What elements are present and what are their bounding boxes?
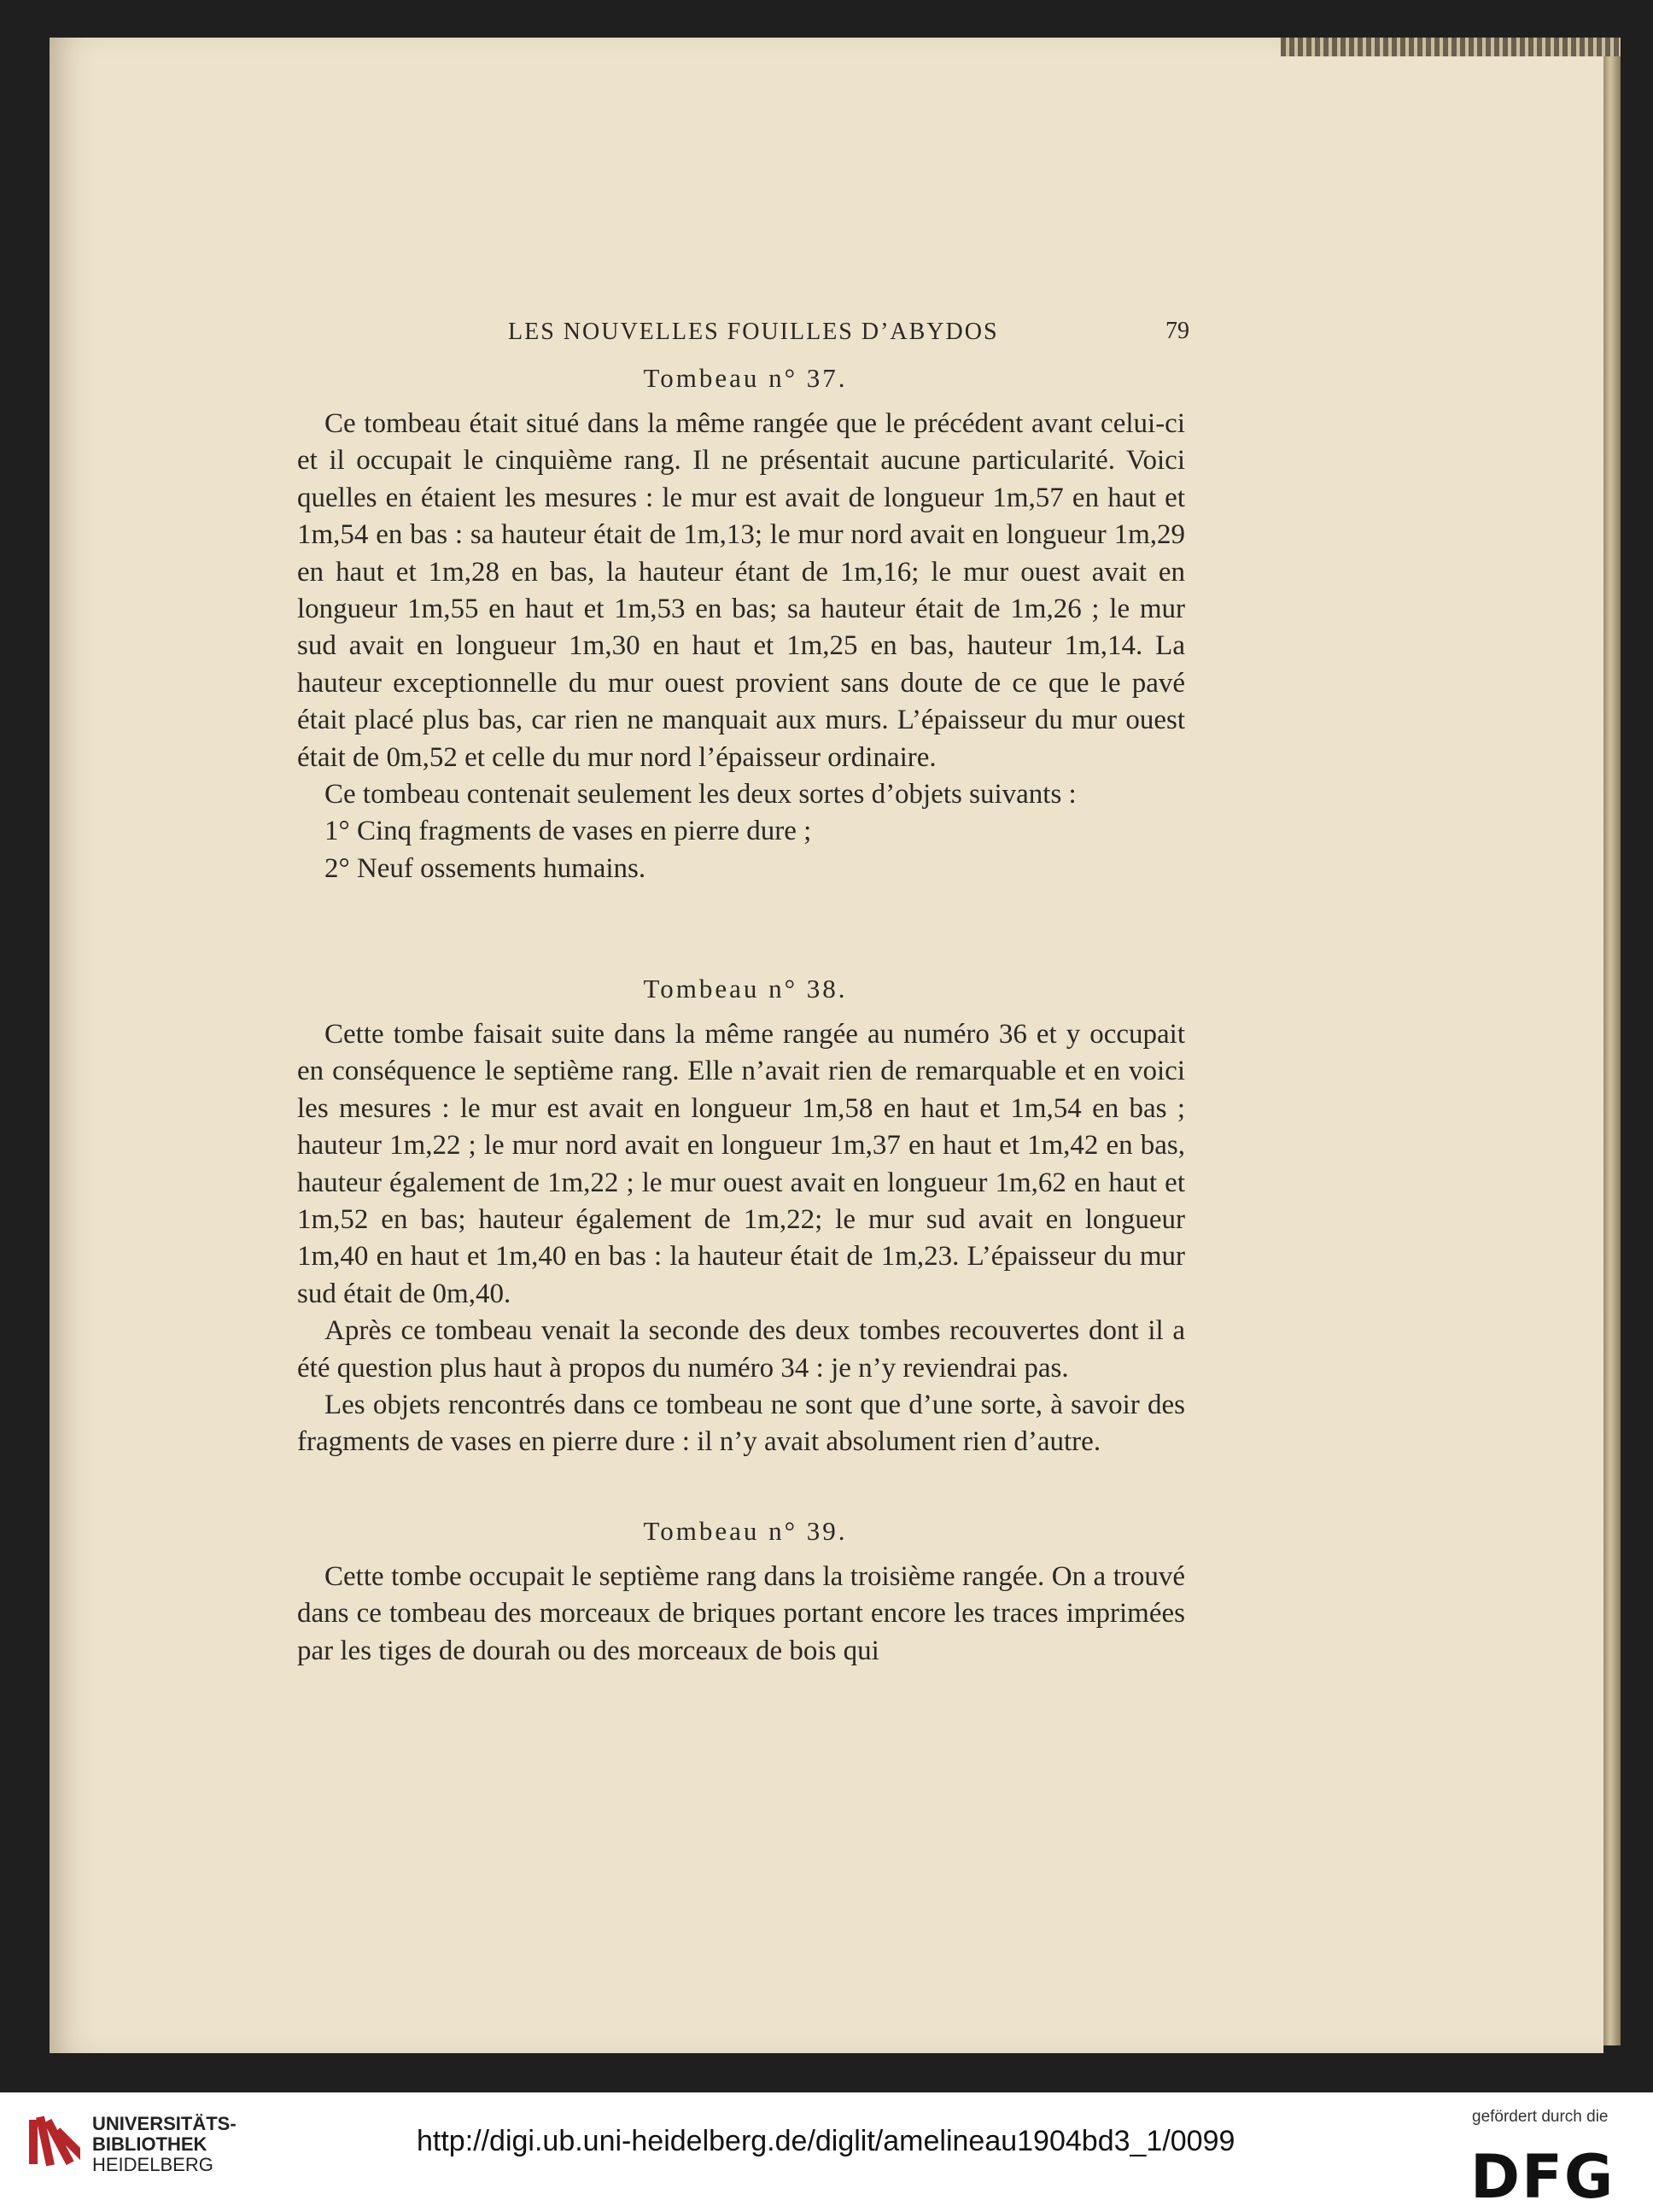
section-heading-37: Tombeau n° 37. [643, 363, 848, 393]
paragraph: Les objets rencontrés dans ce tombeau ne sont que d’une sorte, à savoir des fragments de vases en pierre dure : il n’y avait absolument rien d’autre. [297, 1390, 1185, 1458]
paragraph: Cette tombe faisait suite dans la même rangée au numéro 36 et y occupait en conséquence le septième rang. Elle n’avait rien de remarquable et en voici les mesures : le mur est avait en longueur 1m,58 en haut et 1m,54 en bas ; hauteur 1m,22 ; le mur nord avait en longueur 1m,37 en haut et 1m,42 en bas, hauteur également de 1m,22 ; le mur ouest avait en longueur 1m,62 en haut et 1m,52 en bas; hauteur également de 1m,22; le mur sud avait en longueur 1m,40 en haut et 1m,40 en bas : la hauteur était de 1m,23. L’épaisseur du mur sud était de 0m,40. [297, 1019, 1185, 1309]
library-name [92, 2114, 237, 2175]
running-head: LES NOUVELLES FOUILLES D’ABYDOS [508, 319, 999, 345]
page-edge-top [1281, 38, 1621, 56]
section-heading-38: Tombeau n° 38. [643, 974, 848, 1004]
page-number: 79 [1165, 318, 1189, 344]
paragraph: Cette tombe occupait le septième rang dans la troisième rangée. On a trouvé dans ce tombeau des morceaux de briques portant encore les traces imprimées par les tiges de dourah ou des morceaux de bois qui [297, 1561, 1185, 1666]
list-item: 2° Neuf ossements humains. [324, 852, 646, 884]
paragraph: Ce tombeau était situé dans la même rangée que le précédent avant celui-ci et il occupait le cinquième rang. Il ne présentait aucune particularité. Voici quelles en étaient les mesures : le mur est avait de longueur 1m,57 en haut et 1m,54 en bas : sa hauteur était de 1m,13; le mur nord avait en longueur 1m,29 en haut et 1m,28 en bas, la hauteur étant de 1m,16; le mur ouest avait en longueur 1m,55 en haut et 1m,53 en bas; sa hauteur était de 1m,26 ; le mur sud avait en longueur 1m,30 en haut et 1m,25 en bas, hauteur 1m,14. La hauteur exceptionnelle du mur ouest provient sans doute de ce que le pavé était placé plus bas, car rien ne manquait aux murs. L’épaisseur du mur ouest était de 0m,52 et celle du mur nord l’épaisseur ordinaire. [297, 408, 1185, 773]
page-edge [1603, 51, 1621, 2045]
section-body-38 [297, 1016, 1185, 1461]
library-logo-icon [24, 2113, 80, 2169]
library-name-line2: BIBLIOTHEK [92, 2133, 207, 2155]
library-city: HEIDELBERG [92, 2154, 213, 2175]
funder-label: gefördert durch die [1472, 2108, 1609, 2126]
section-body-39 [297, 1559, 1185, 1670]
dfg-logo: DFG [1470, 2142, 1615, 2212]
library-name-line1: UNIVERSITÄTS- [92, 2113, 237, 2134]
permalink-url[interactable]: http://digi.ub.uni-heidelberg.de/diglit/amelineau1904bd3_1/0099 [417, 2125, 1235, 2157]
list-item: 1° Cinq fragments de vases en pierre dure ; [324, 816, 812, 847]
section-heading-39: Tombeau n° 39. [643, 1516, 848, 1546]
section-body-37 [297, 406, 1185, 887]
paragraph: Après ce tombeau venait la seconde des deux tombes recouvertes dont il a été question plus haut à propos du numéro 34 : je n’y reviendrai pas. [297, 1315, 1185, 1384]
paragraph: Ce tombeau contenait seulement les deux sortes d’objets suivants : [324, 779, 1077, 810]
